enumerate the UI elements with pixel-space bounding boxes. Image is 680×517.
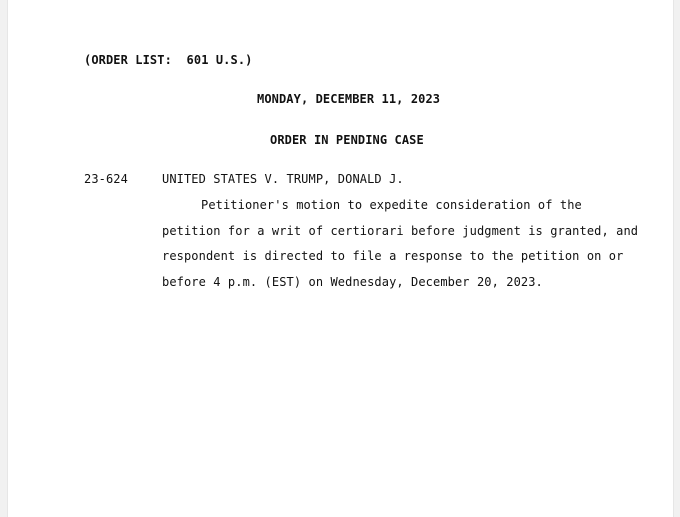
document-page xyxy=(8,0,673,517)
order-text-line: Petitioner's motion to expedite consideration of the xyxy=(201,198,582,212)
docket-number: 23-624 xyxy=(84,172,128,186)
order-text-line: respondent is directed to file a response to the petition on or xyxy=(162,249,624,263)
order-list-heading: (ORDER LIST: 601 U.S.) xyxy=(84,53,253,67)
order-text-line: petition for a writ of certiorari before judgment is granted, and xyxy=(162,224,639,238)
date-heading: MONDAY, DECEMBER 11, 2023 xyxy=(257,92,441,106)
section-heading: ORDER IN PENDING CASE xyxy=(270,133,424,147)
case-name: UNITED STATES V. TRUMP, DONALD J. xyxy=(162,172,404,186)
order-text-line: before 4 p.m. (EST) on Wednesday, December 20, 2023. xyxy=(162,275,543,289)
